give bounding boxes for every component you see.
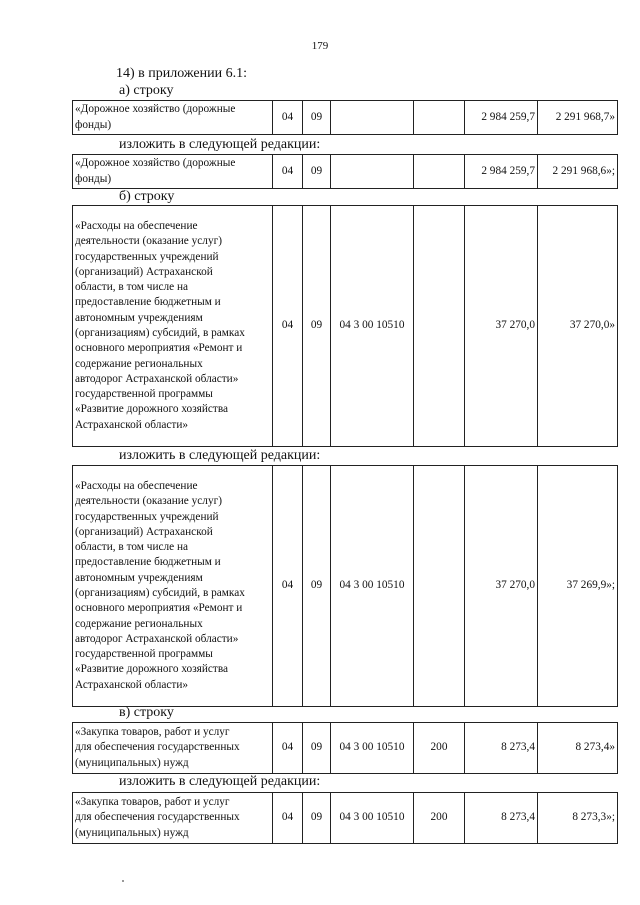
table-c-old: [72, 722, 618, 774]
cell-amount2: 8 273,3»;: [538, 793, 618, 844]
cell-section: 04: [273, 723, 303, 774]
cell-section: 04: [273, 793, 303, 844]
cell-subsection: 09: [303, 206, 331, 447]
table-row: [73, 206, 618, 447]
cell-amount2: 2 291 968,6»;: [538, 155, 618, 189]
cell-section: 04: [273, 466, 303, 707]
item-heading: 14) в приложении 6.1:: [116, 66, 247, 81]
row-description: «Закупка товаров, работ и услуг для обеспечения государственных (муниципальных) нужд: [73, 793, 273, 844]
cell-amount2: 37 269,9»;: [538, 466, 618, 707]
row-description: «Расходы на обеспечение деятельности (оказание услуг) государственных учреждений (организаций) Астраханской области, в том числе на предоставление бюджетным и автономным учреждениям (организациям) субсидий, в рамках основного мероприятия «Ремонт и содержание региональных автодорог Астраханской области» государственной программы «Развитие дорожного хозяйства Астраханской области»: [73, 466, 273, 707]
cell-type: 200: [414, 793, 465, 844]
cell-subsection: 09: [303, 723, 331, 774]
cell-amount2: 37 270,0»: [538, 206, 618, 447]
cell-amount1: 37 270,0: [465, 206, 538, 447]
table-c-new: [72, 792, 618, 844]
cell-amount1: 8 273,4: [465, 723, 538, 774]
table-b-new: [72, 465, 618, 707]
cell-target: 04 3 00 10510: [331, 793, 414, 844]
row-description: «Закупка товаров, работ и услуг для обеспечения государственных (муниципальных) нужд: [73, 723, 273, 774]
cell-type: 200: [414, 723, 465, 774]
cell-target: 04 3 00 10510: [331, 466, 414, 707]
cell-amount1: 8 273,4: [465, 793, 538, 844]
table-row: [73, 101, 618, 135]
cell-section: 04: [273, 101, 303, 135]
cell-amount2: 2 291 968,7»: [538, 101, 618, 135]
section-a-label: а) строку: [119, 83, 174, 98]
cell-amount1: 37 270,0: [465, 466, 538, 707]
cell-subsection: 09: [303, 466, 331, 707]
table-b-old: [72, 205, 618, 447]
cell-subsection: 09: [303, 155, 331, 189]
row-description: «Дорожное хозяйство (дорожные фонды): [73, 155, 273, 189]
cell-type: [414, 155, 465, 189]
table-row: [73, 723, 618, 774]
cell-target: [331, 155, 414, 189]
cell-subsection: 09: [303, 101, 331, 135]
cell-amount2: 8 273,4»: [538, 723, 618, 774]
cell-amount1: 2 984 259,7: [465, 155, 538, 189]
table-a-new: [72, 154, 618, 189]
cell-type: [414, 466, 465, 707]
cell-section: 04: [273, 206, 303, 447]
table-row: [73, 466, 618, 707]
table-a-old: [72, 100, 618, 135]
table-row: [73, 793, 618, 844]
scan-dot: [122, 880, 124, 882]
replace-label-a: изложить в следующей редакции:: [119, 137, 321, 152]
table-row: [73, 155, 618, 189]
cell-subsection: 09: [303, 793, 331, 844]
cell-type: [414, 206, 465, 447]
cell-target: 04 3 00 10510: [331, 723, 414, 774]
row-description: «Дорожное хозяйство (дорожные фонды): [73, 101, 273, 135]
replace-label-c: изложить в следующей редакции:: [119, 774, 321, 789]
section-c-label: в) строку: [119, 705, 174, 720]
cell-target: [331, 101, 414, 135]
row-description: «Расходы на обеспечение деятельности (оказание услуг) государственных учреждений (организаций) Астраханской области, в том числе на предоставление бюджетным и автономным учреждениям (организациям) субсидий, в рамках основного мероприятия «Ремонт и содержание региональных автодорог Астраханской области» государственной программы «Развитие дорожного хозяйства Астраханской области»: [73, 206, 273, 447]
cell-target: 04 3 00 10510: [331, 206, 414, 447]
replace-label-b: изложить в следующей редакции:: [119, 448, 321, 463]
cell-amount1: 2 984 259,7: [465, 101, 538, 135]
cell-section: 04: [273, 155, 303, 189]
cell-type: [414, 101, 465, 135]
page-number: 179: [311, 40, 329, 52]
section-b-label: б) строку: [119, 189, 175, 204]
